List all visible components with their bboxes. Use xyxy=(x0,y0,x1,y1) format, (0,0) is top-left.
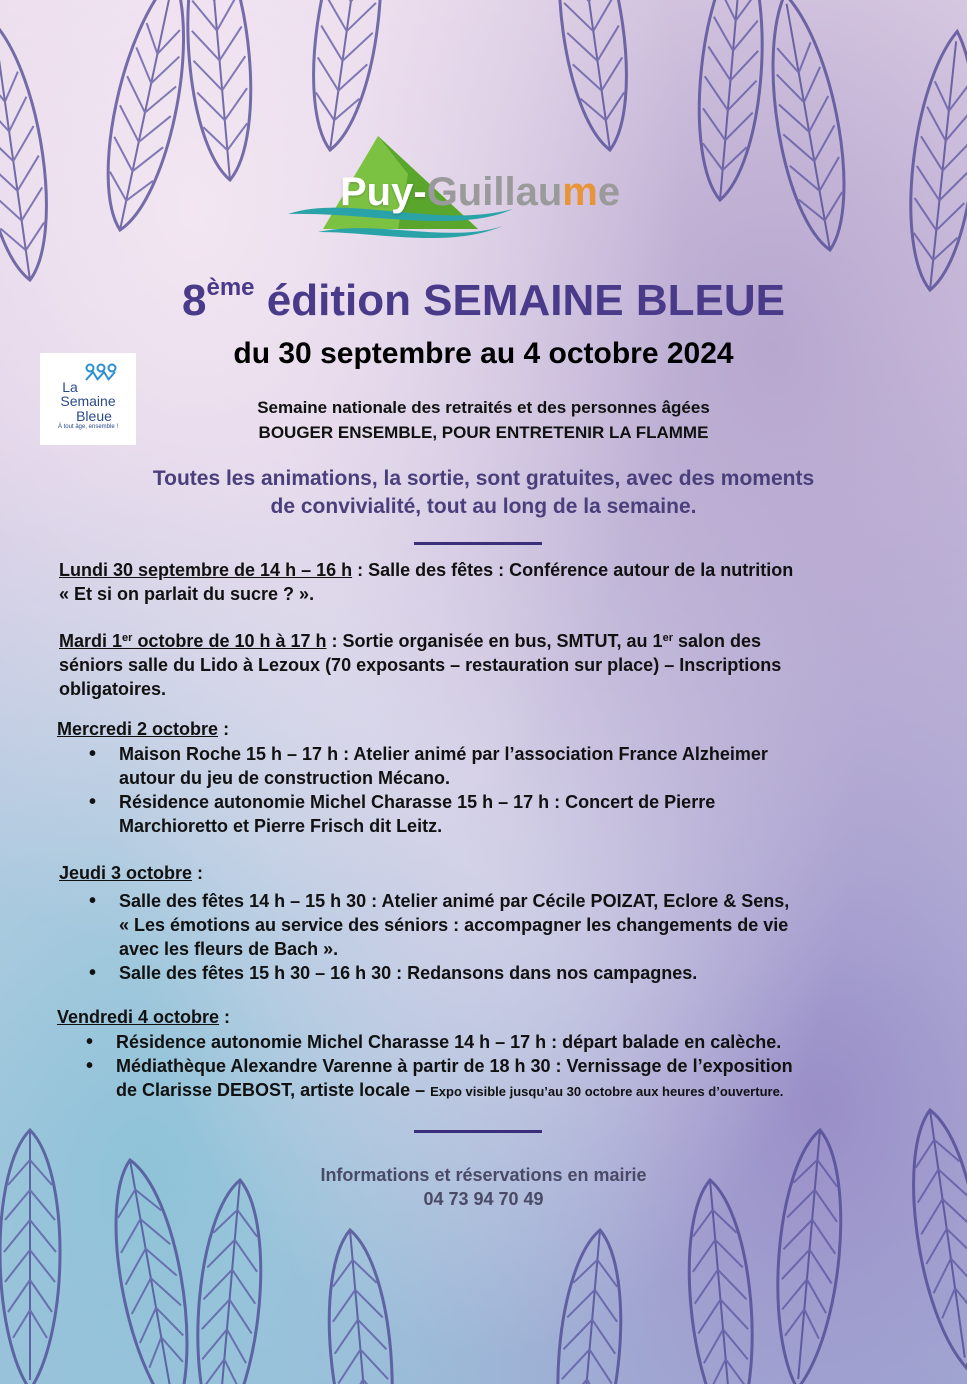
divider xyxy=(414,542,542,545)
divider xyxy=(414,1130,542,1133)
logo-text: Puy-Guillaume xyxy=(340,170,621,214)
list-item: • Résidence autonomie Michel Charasse 15 h – 17 h : Concert de Pierre Marchioretto et Pierre Frisch dit Leitz. xyxy=(89,790,909,838)
list-item: • Salle des fêtes 14 h – 15 h 30 : Atelier animé par Cécile POIZAT, Eclore & Sens, « Les émotions au service des séniors : accompagner les changements de vie avec les fleurs de Bach ». xyxy=(89,889,919,961)
monday-entry: Lundi 30 septembre de 14 h – 16 h : Salle des fêtes : Conférence autour de la nutrition « Et si on parlait du sucre ? ». xyxy=(59,560,794,604)
info-text: Informations et réservations en mairie xyxy=(320,1165,647,1185)
badge-line-1: La xyxy=(62,379,78,395)
event-dates: du 30 septembre au 4 octobre 2024 xyxy=(233,337,734,370)
tuesday-entry: Mardi 1er octobre de 10 h à 17 h : Sortie organisée en bus, SMTUT, au 1er salon des séniors salle du Lido à Lezoux (70 exposants – restauration sur place) – Inscriptions obligatoires. xyxy=(59,631,782,699)
friday-heading: Vendredi 4 octobre : xyxy=(57,1007,231,1027)
list-item: • Salle des fêtes 15 h 30 – 16 h 30 : Redansons dans nos campagnes. xyxy=(89,961,919,985)
wednesday-list xyxy=(89,742,909,838)
phone-number: 04 73 94 70 49 xyxy=(423,1189,544,1209)
list-item: • Résidence autonomie Michel Charasse 14 h – 17 h : départ balade en calèche. xyxy=(86,1030,926,1054)
subtitle-1: Semaine nationale des retraités et des personnes âgées xyxy=(257,398,710,417)
badge-line-2: Semaine xyxy=(60,393,116,409)
friday-list xyxy=(86,1030,926,1104)
thursday-heading: Jeudi 3 octobre : xyxy=(59,863,204,883)
list-item: • Maison Roche 15 h – 17 h : Atelier animé par l’association France Alzheimer autour du jeu de construction Mécano. xyxy=(89,742,909,790)
wednesday-heading: Mercredi 2 octobre : xyxy=(57,719,230,739)
list-item: • Médiathèque Alexandre Varenne à partir de 18 h 30 : Vernissage de l’exposition de Clarisse DEBOST, artiste locale – Expo visible jusqu’au 30 octobre aux heures d’ouverture. xyxy=(86,1054,926,1104)
badge-line-3: Bleue xyxy=(76,408,112,424)
free-notice: Toutes les animations, la sortie, sont gratuites, avec des moments de convivialité, tout au long de la semaine. xyxy=(152,467,815,518)
subtitle-2: BOUGER ENSEMBLE, POUR ENTRETENIR LA FLAMME xyxy=(258,423,709,442)
thursday-list xyxy=(89,889,919,985)
page-title: 8ème édition SEMAINE BLEUE xyxy=(181,274,785,325)
badge-tagline: À tout âge, ensemble ! xyxy=(57,424,119,430)
